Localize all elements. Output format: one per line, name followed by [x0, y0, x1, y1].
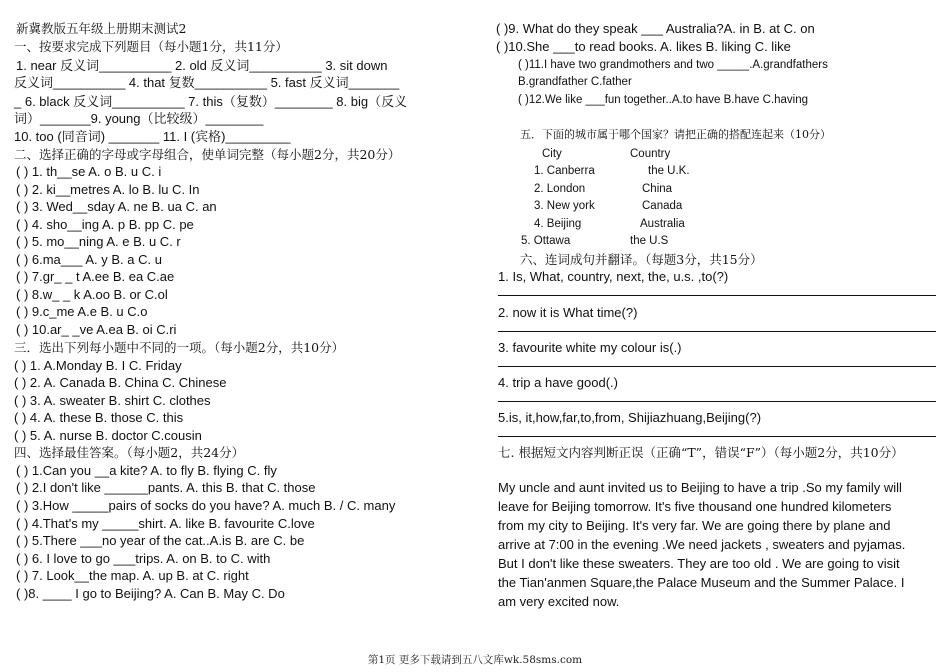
country-item: Canada	[642, 200, 683, 212]
country-item: the U.S	[630, 235, 669, 247]
section2-item: ( ) 8.w_ _ k A.oo B. or C.ol	[16, 287, 168, 302]
section4-item: ( ) 7. Look__the map. A. up B. at C. right	[16, 568, 249, 583]
section2-heading: 二、选择正确的字母或字母组合，使单词完整（每小题2分，共20分）	[14, 147, 401, 162]
section2-item: ( ) 10.ar_ _ve A.ea B. oi C.ri	[16, 322, 177, 337]
section6-item: 2. now it is What time(?)	[498, 305, 638, 320]
section2-item: ( ) 2. ki__metres A. lo B. lu C. In	[16, 182, 200, 197]
section1-line: _ 6. black 反义词__________ 7. this（复数）________ 8. big（反义	[14, 94, 408, 109]
section4-item: ( )8. ____ I go to Beijing? A. Can B. May C. Do	[16, 586, 285, 601]
section2-item: ( ) 3. Wed__sday A. ne B. ua C. an	[16, 199, 217, 214]
section4-item: ( ) 3.How _____pairs of socks do you have? A. much B. / C. many	[16, 498, 396, 513]
city-item: 4. Beijing	[534, 218, 582, 230]
section6-item: 3. favourite white my colour is(.)	[498, 340, 682, 355]
country-item: China	[642, 183, 673, 195]
reading-passage-line: am very excited now.	[498, 594, 620, 609]
section3-item: ( ) 5. A. nurse B. doctor C.cousin	[14, 428, 202, 443]
section3-item: ( ) 2. A. Canada B. China C. Chinese	[14, 375, 227, 390]
section6-heading: 六、连词成句并翻译。（每题3分，共15分）	[520, 252, 763, 267]
section2-item: ( ) 4. sho__ing A. p B. pp C. pe	[16, 217, 194, 232]
section3-heading: 三．选出下列每小题中不同的一项。（每小题2分，共10分）	[14, 340, 345, 355]
section7-heading: 七. 根据短文内容判断正误（正确“T”，错误“F”）（每小题2分，共10分）	[498, 445, 904, 460]
section1-line: 词）_______9. young（比较级）________	[14, 111, 264, 126]
section1-line: 反义词__________ 4. that 复数__________ 5. fast 反义词_______	[14, 75, 400, 90]
country-item: Australia	[640, 218, 685, 230]
answer-line	[498, 401, 936, 402]
section2-item: ( ) 7.gr_ _ t A.ee B. ea C.ae	[16, 269, 175, 284]
city-item: 5. Ottawa	[521, 235, 571, 247]
section4-item: ( ) 4.That's my _____shirt. A. like B. favourite C.love	[16, 516, 315, 531]
city-item: 3. New york	[534, 200, 595, 212]
page-title: 新冀教版五年级上册期末测试2	[16, 21, 187, 36]
reading-passage-line: But I don't like these sweaters. They are too old . We are going to visit	[498, 556, 900, 571]
section1-line: 10. too (同音词) _______ 11. I (宾格)_________	[14, 129, 291, 144]
section6-item: 5.is, it,how,far,to,from, Shijiazhuang,Beijing(?)	[498, 410, 762, 425]
answer-line	[498, 436, 936, 437]
section4-item: ( ) 1.Can you __a kite? A. to fly B. flying C. fly	[16, 463, 277, 478]
city-item: 1. Canberra	[534, 165, 595, 177]
page-footer: 第1页 更多下载请到五八文库wk.58sms.com	[367, 654, 583, 666]
section3-item: ( ) 3. A. sweater B. shirt C. clothes	[14, 393, 211, 408]
reading-passage-line: arrive at 7:00 in the evening .We need jackets , sweaters and pyjamas.	[498, 537, 906, 552]
city-item: 2. London	[534, 183, 586, 195]
section4-item: ( ) 2.I don't like ______pants. A. this B. that C. those	[16, 480, 316, 495]
section6-item: 1. Is, What, country, next, the, u.s. ,to(?)	[498, 269, 729, 284]
city-column-header: City	[542, 148, 562, 160]
section4-item: ( ) 5.There ___no year of the cat..A.is B. are C. be	[16, 533, 305, 548]
country-column-header: Country	[630, 148, 671, 160]
reading-passage-line: My uncle and aunt invited us to Beijing to have a trip .So my family will	[498, 480, 902, 495]
section3-item: ( ) 4. A. these B. those C. this	[14, 410, 184, 425]
section4-item: ( )9. What do they speak ___ Australia?A. in B. at C. on	[496, 21, 815, 36]
answer-line	[498, 331, 936, 332]
answer-line	[498, 366, 936, 367]
section4-item: ( )10.She ___to read books. A. likes B. liking C. like	[496, 39, 791, 54]
section2-item: ( ) 9.c_me A.e B. u C.o	[16, 304, 148, 319]
section6-item: 4. trip a have good(.)	[498, 375, 618, 390]
section2-item: ( ) 5. mo__ning A. e B. u C. r	[16, 234, 181, 249]
section4-item: ( )12.We like ___fun together..A.to have B.have C.having	[518, 94, 809, 106]
section2-item: ( ) 1. th__se A. o B. u C. i	[16, 164, 162, 179]
section4-item: ( ) 6. I love to go ___trips. A. on B. to C. with	[16, 551, 271, 566]
country-item: the U.K.	[648, 165, 690, 177]
answer-line	[498, 295, 936, 296]
reading-passage-line: the Tian'anmen Square,the Palace Museum and the Summer Palace. I	[498, 575, 905, 590]
section4-item: ( )11.I have two grandmothers and two _____.A.grandfathers	[518, 59, 828, 71]
section2-item: ( ) 6.ma___ A. y B. a C. u	[16, 252, 162, 267]
section1-line: 1. near 反义词__________ 2. old 反义词__________ 3. sit down	[16, 58, 388, 73]
reading-passage-line: leave for Beijing tomorrow. It's five thousand one hundred kilometers	[498, 499, 892, 514]
section1-heading: 一、按要求完成下列题目（每小题1分，共11分）	[14, 39, 288, 54]
section3-item: ( ) 1. A.Monday B. I C. Friday	[14, 358, 182, 373]
section4-heading: 四、选择最佳答案。（每小题2，共24分）	[14, 445, 245, 460]
section4-item-continued: B.grandfather C.father	[518, 76, 632, 88]
reading-passage-line: from my city to Beijing. It's very far. We are going there by plane and	[498, 518, 891, 533]
section5-heading: 五．下面的城市属于哪个国家？请把正确的搭配连起来（10分）	[520, 128, 831, 141]
